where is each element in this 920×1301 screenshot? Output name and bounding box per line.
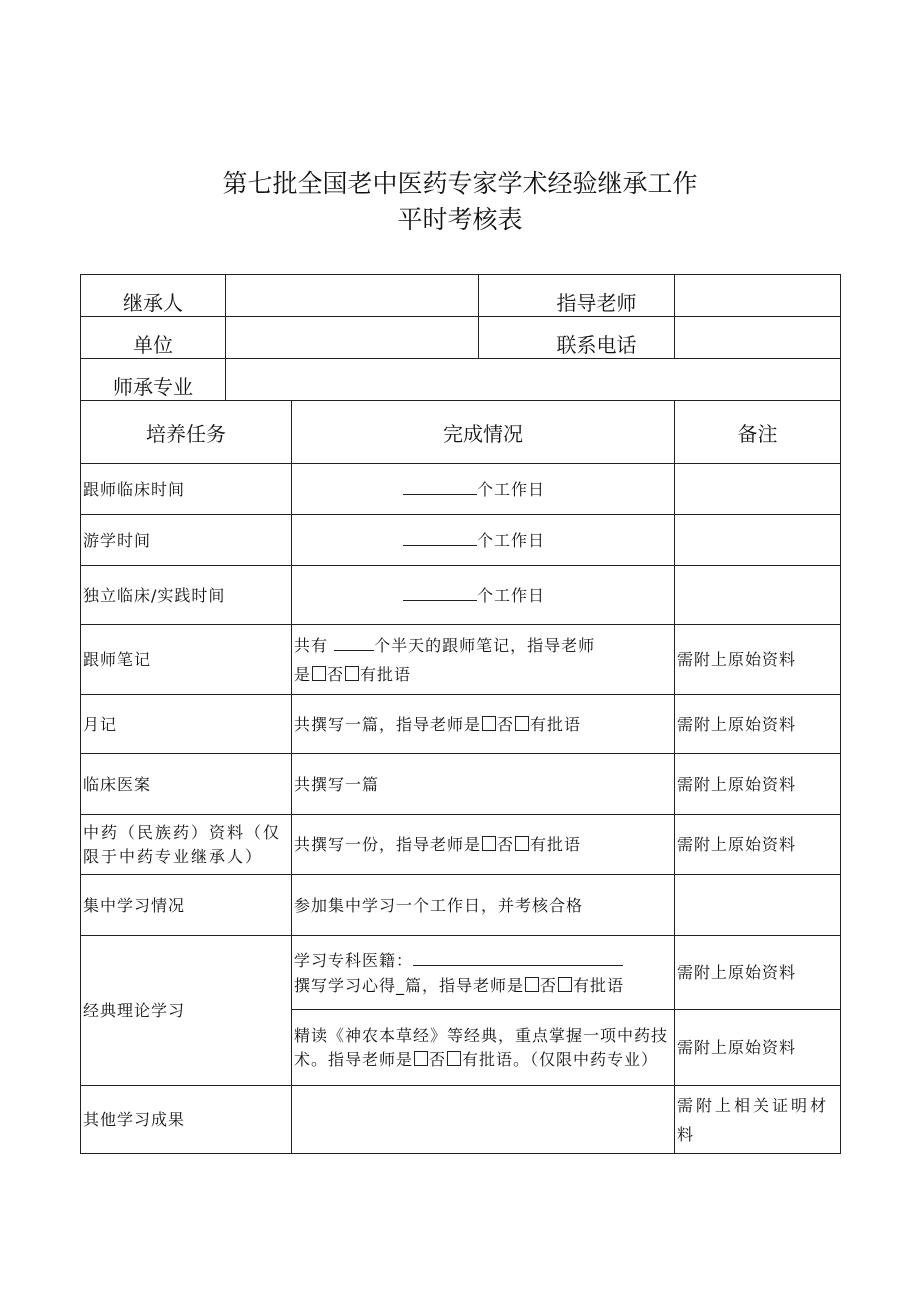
remarks-cell: 需附上相关证明材料: [675, 1086, 841, 1154]
tcm-text: 共撰写一份，指导老师是: [294, 835, 482, 854]
col-task-header: 培养任务: [81, 401, 292, 464]
unit-row: [81, 317, 841, 359]
remarks-cell: [675, 566, 841, 625]
checkbox[interactable]: [345, 666, 359, 681]
notes-suffix: 个半天的跟师笔记，指导老师: [374, 635, 596, 655]
checkbox[interactable]: [558, 977, 572, 992]
remarks-cell: 需附上原始资料: [675, 625, 841, 695]
completion-cell: [292, 1010, 675, 1086]
remarks-cell: 需附上原始资料: [675, 815, 841, 875]
notes-prefix: 共有: [294, 635, 329, 655]
workday-suffix: 个工作日: [476, 585, 545, 605]
completion-cell: [292, 695, 675, 754]
remarks-cell: 需附上原始资料: [675, 754, 841, 815]
checkbox[interactable]: [515, 836, 529, 851]
completion-cell: [292, 515, 675, 566]
task-cell: 集中学习情况: [81, 875, 292, 936]
classics-line1: 学习专科医籍：: [294, 950, 414, 970]
remarks-cell: [675, 875, 841, 936]
task-cell: 月记: [81, 695, 292, 754]
completion-cell: [292, 566, 675, 625]
checkbox[interactable]: [482, 836, 496, 851]
specialty-value[interactable]: [226, 359, 841, 401]
blank-field[interactable]: [334, 634, 374, 651]
checkbox[interactable]: [414, 1051, 428, 1066]
task-cell: 独立临床/实践时间: [81, 566, 292, 625]
unit-label: 单位: [81, 317, 226, 359]
completion-cell: [292, 625, 675, 695]
column-header-row: [81, 401, 841, 464]
phone-value[interactable]: [675, 317, 841, 359]
task-cell: 跟师临床时间: [81, 464, 292, 515]
remarks-cell: 需附上原始资料: [675, 936, 841, 1010]
comment-label: 有批语: [573, 975, 625, 995]
inheritor-label: 继承人: [81, 275, 226, 317]
task-cell: 跟师笔记: [81, 625, 292, 695]
no-label: 否: [327, 664, 345, 684]
blank-field[interactable]: [403, 478, 477, 495]
workday-suffix: 个工作日: [476, 530, 545, 550]
completion-cell: [292, 1086, 675, 1154]
checkbox[interactable]: [482, 716, 496, 731]
checkbox[interactable]: [525, 977, 539, 992]
unit-value[interactable]: [226, 317, 479, 359]
task-cell: 临床医案: [81, 754, 292, 815]
table-row: [81, 464, 841, 515]
col-remarks-header: 备注: [675, 401, 841, 464]
task-cell: 中药（民族药）资料（仅限于中药专业继承人）: [81, 815, 292, 875]
comment-label: 有批语。（仅限中药专业）: [462, 1049, 659, 1069]
specialty-row: [81, 359, 841, 401]
remarks-cell: 需附上原始资料: [675, 1010, 841, 1086]
blank-field[interactable]: [403, 584, 477, 601]
remarks-cell: 需附上原始资料: [675, 695, 841, 754]
monthly-text: 共撰写一篇，指导老师是: [294, 714, 482, 734]
task-cell: 其他学习成果: [81, 1086, 292, 1154]
classics-sub2-text: 精读《神农本草经》等经典，重点掌握一项中药技术。指导老师是: [294, 1025, 669, 1069]
table-row: [81, 695, 841, 754]
comment-label: 有批语: [530, 835, 582, 854]
mentor-label: 指导老师: [479, 275, 675, 317]
table-row: [81, 875, 841, 936]
no-label: 否: [497, 835, 515, 854]
checkbox[interactable]: [515, 716, 529, 731]
table-row: [81, 625, 841, 695]
form-title-line2: 平时考核表: [397, 205, 523, 234]
completion-cell: [292, 815, 675, 875]
yes-label: 是: [294, 664, 312, 684]
completion-cell: [292, 936, 675, 1010]
no-label: 否: [540, 975, 558, 995]
inheritor-value[interactable]: [226, 275, 479, 317]
remarks-cell: [675, 515, 841, 566]
completion-cell: 共撰写一篇: [292, 754, 675, 815]
mentor-value[interactable]: [675, 275, 841, 317]
phone-label: 联系电话: [479, 317, 675, 359]
specialty-label: 师承专业: [81, 359, 226, 401]
no-label: 否: [497, 714, 515, 734]
blank-field[interactable]: [403, 529, 477, 546]
checkbox[interactable]: [447, 1051, 461, 1066]
table-row: [81, 754, 841, 815]
classics-line2: 撰写学习心得_篇，指导老师是: [294, 975, 525, 995]
table-row: [81, 936, 841, 1010]
col-completion-header: 完成情况: [292, 401, 675, 464]
table-row: [81, 515, 841, 566]
remarks-cell: [675, 464, 841, 515]
blank-field[interactable]: [413, 951, 623, 966]
table-row: [81, 566, 841, 625]
inheritor-row: [81, 275, 841, 317]
assessment-table: [80, 274, 841, 1154]
task-cell: 游学时间: [81, 515, 292, 566]
table-row: [81, 815, 841, 875]
checkbox[interactable]: [312, 666, 326, 681]
comment-label: 有批语: [360, 664, 412, 684]
comment-label: 有批语: [530, 714, 582, 734]
task-cell: 经典理论学习: [81, 936, 292, 1086]
completion-cell: 参加集中学习一个工作日，并考核合格: [292, 875, 675, 936]
workday-suffix: 个工作日: [476, 479, 545, 499]
no-label: 否: [429, 1049, 447, 1069]
form-title-line1: 第七批全国老中医药专家学术经验继承工作: [222, 169, 698, 198]
table-row: [81, 1086, 841, 1154]
completion-cell: [292, 464, 675, 515]
